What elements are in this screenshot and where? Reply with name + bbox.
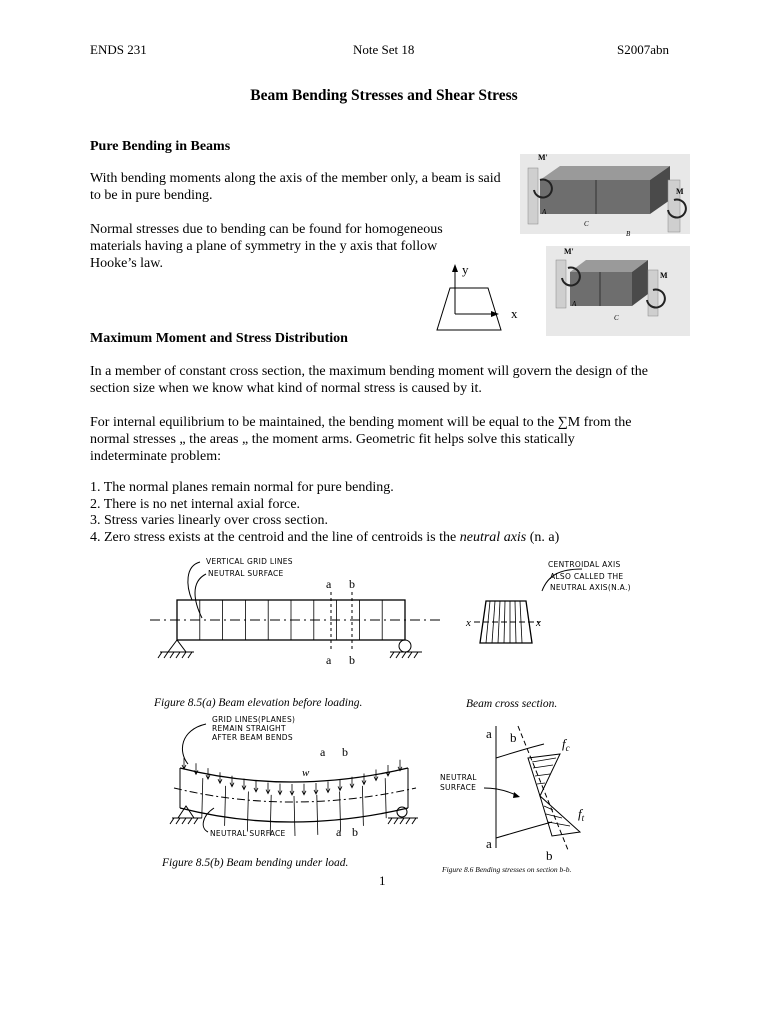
section-a-label-3: a — [336, 825, 342, 839]
vertical-grid-label: VERTICAL GRID LINES — [206, 557, 293, 566]
point-label-c-2: C — [614, 314, 619, 322]
list-item — [90, 530, 690, 547]
cross-section-caption: Beam cross section. — [466, 698, 558, 710]
section-b-label: b — [349, 577, 355, 591]
x-axis-label: x — [511, 306, 518, 321]
term-code: S2007abn — [617, 42, 669, 57]
centroidal-axis-label: CENTROIDAL AXIS — [548, 560, 621, 569]
point-label-a: A — [542, 208, 547, 216]
load-arrow — [362, 773, 366, 784]
section-a-label-5: a — [486, 836, 492, 851]
load-w-label: w — [302, 767, 310, 779]
bent-grid-line — [317, 795, 318, 835]
section-b-label-5: b — [546, 848, 553, 863]
neutral-label: NEUTRAL — [440, 773, 477, 782]
page-number: 1 — [379, 873, 386, 888]
grid-lines-label-1: GRID LINES(PLANES) — [212, 715, 296, 724]
pure-bending-blocks-figure — [520, 150, 690, 340]
section-b-label-bottom: b — [349, 653, 355, 667]
surface-label: SURFACE — [440, 783, 477, 792]
section-a-label-2: a — [320, 745, 326, 759]
note-set: Note Set 18 — [353, 42, 415, 57]
grid-lines-label-3: AFTER BEAM BENDS — [212, 733, 293, 742]
load-arrow — [290, 784, 294, 795]
load-arrow — [314, 783, 318, 794]
section-a-label-bottom: a — [326, 653, 332, 667]
point-label-a-2: A — [572, 300, 577, 308]
beam-cross-section-figure — [462, 555, 662, 715]
load-arrow — [386, 765, 390, 776]
paragraph-max-moment: In a member of constant cross section, the maximum bending moment will govern the design of the section size when we know what kind of normal stress is caused by it. — [90, 364, 648, 396]
bent-grid-line — [362, 786, 363, 826]
paragraph-equilibrium-line1: For internal equilibrium to be maintained, the bending moment will be equal to the ∑M from the — [90, 415, 632, 430]
bent-grid-line — [225, 786, 226, 826]
section-a-label-4: a — [486, 726, 492, 741]
figure-8-5b-caption: Figure 8.5(b) Beam bending under load. — [162, 857, 349, 869]
bending-stresses-figure — [440, 718, 610, 878]
load-arrow — [302, 784, 306, 795]
section-b-label-2: b — [342, 745, 348, 759]
list-item-suffix: (n. a) — [526, 529, 560, 545]
load-arrow — [218, 772, 222, 783]
section-heading-pure-bending: Pure Bending in Beams — [90, 139, 231, 154]
paragraph-hookes-law: Normal stresses due to bending can be found for homogeneous materials having a plane of symmetry in the y axis that follow Hooke’s law. — [90, 222, 443, 271]
bent-grid-line — [385, 778, 386, 818]
y-axis-label: y — [462, 262, 469, 277]
list-item: 1. The normal planes remain normal for pure bending. — [90, 480, 394, 495]
list-item: 3. Stress varies linearly over cross section. — [90, 513, 328, 528]
beam-bending-figure — [160, 712, 450, 872]
neutral-axis-label: NEUTRAL AXIS(N.A.) — [550, 583, 631, 592]
figure-8-5a-caption: Figure 8.5(a) Beam elevation before loading. — [154, 697, 363, 709]
section-heading-max-moment: Maximum Moment and Stress Distribution — [90, 331, 348, 346]
point-label-b: B — [626, 230, 631, 238]
section-b-label-3: b — [352, 825, 358, 839]
x-label-right: x — [536, 617, 541, 629]
bent-grid-line — [247, 792, 248, 832]
moment-label-m-prime: M' — [538, 153, 548, 162]
neutral-surface-label: NEUTRAL SURFACE — [208, 569, 284, 578]
neutral-axis-term: neutral axis — [459, 529, 527, 545]
ft-label: $f_t$ — [578, 806, 585, 823]
paragraph-equilibrium-line2: normal stresses „ the areas „ the moment arms. Geometric fit helps solve this statically — [90, 432, 575, 447]
course-code: ENDS 231 — [90, 42, 147, 57]
paragraph-pure-bending: With bending moments along the axis of the member only, a beam is said to be in pure bending. — [90, 171, 501, 203]
bent-grid-line — [202, 778, 203, 818]
figure-8-6-caption: Figure 8.6 Bending stresses on section b-b. — [442, 865, 572, 874]
moment-label-m-2: M — [660, 271, 668, 280]
section-b-label-4: b — [510, 730, 517, 745]
list-item-text: 4. Zero stress exists at the centroid and the line of centroids is the — [90, 529, 460, 545]
moment-label-m: M — [676, 187, 684, 196]
load-arrow — [278, 784, 282, 795]
bent-grid-line — [294, 796, 295, 836]
moment-label-m-prime-2: M' — [564, 247, 574, 256]
cross-section-axes-figure — [425, 262, 525, 337]
list-item: 2. There is no net internal axial force. — [90, 496, 301, 512]
paragraph-equilibrium-line3: indeterminate problem: — [90, 449, 222, 464]
load-arrow — [338, 779, 342, 790]
section-a-label: a — [326, 577, 332, 591]
x-label-left: x — [466, 617, 471, 629]
point-label-c: C — [584, 220, 589, 228]
neutral-surface-label-2: NEUTRAL SURFACE — [210, 829, 286, 838]
also-called-label: ALSO CALLED THE — [550, 572, 624, 581]
assumptions-list — [90, 480, 690, 546]
beam-elevation-figure — [150, 552, 450, 712]
fc-label: $f_c$ — [562, 736, 570, 753]
load-arrow — [254, 781, 258, 792]
page-title: Beam Bending Stresses and Shear Stress — [250, 87, 518, 104]
load-arrow — [266, 783, 270, 794]
grid-lines-label-2: REMAIN STRAIGHT — [212, 724, 286, 733]
load-arrow — [326, 782, 330, 793]
